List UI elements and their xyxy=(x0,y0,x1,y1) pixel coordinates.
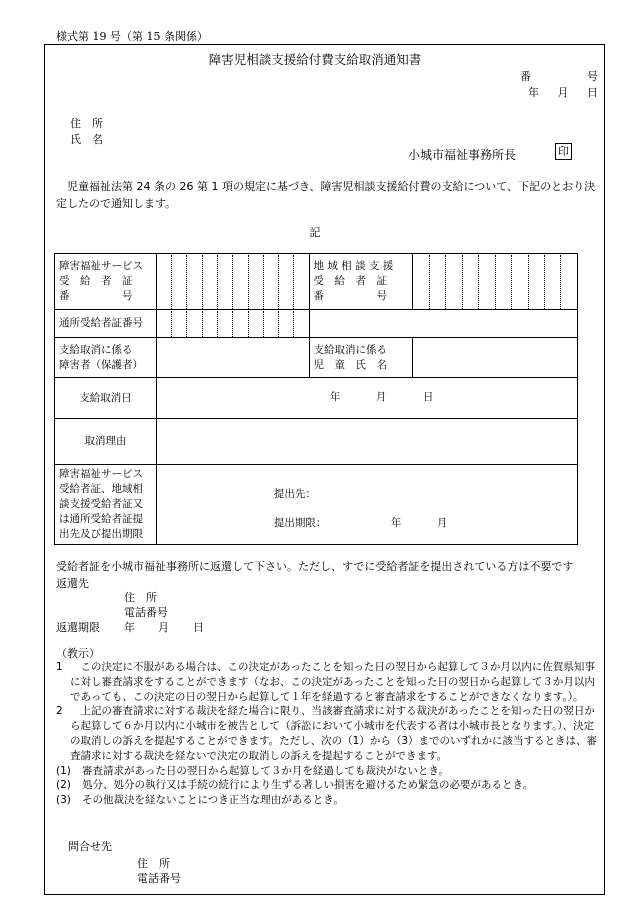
notes-list xyxy=(56,660,601,808)
label-line: 談支援受給者証又 xyxy=(59,498,143,510)
label-line: 地 域 相 談 支 援 xyxy=(313,260,394,272)
note-subitem xyxy=(56,778,601,793)
contact-heading: 問合せ先 xyxy=(68,840,112,853)
submission-field[interactable] xyxy=(156,465,577,545)
tsusho-cert-number-field[interactable] xyxy=(156,310,309,338)
child-name-field[interactable] xyxy=(413,338,578,378)
subitem-text: その他裁決を経ないことにつき正当な理由があるとき。 xyxy=(82,794,344,807)
subitem-text: 審査請求があった日の翌日から起算して３か月を経過しても裁決がないとき。 xyxy=(82,764,449,777)
blank-cell xyxy=(309,310,578,338)
return-heading: 返還先 xyxy=(56,577,89,590)
label-line: 支給取消に係る xyxy=(313,343,387,356)
label-line: 障害福祉サービス xyxy=(59,468,143,480)
label-line: は通所受給者証提 xyxy=(59,513,143,525)
return-instruction: 受給者証を小城市福祉事務所に返還して下さい。ただし、すでに受給者証を提出されている方は不要です xyxy=(56,560,574,573)
date-line xyxy=(520,84,598,100)
contact-phone-label: 電話番号 xyxy=(137,872,181,885)
note-subitem xyxy=(56,793,601,808)
submit-destination-label: 提出先： xyxy=(273,487,316,500)
return-day: 日 xyxy=(193,621,204,634)
cancel-date-label: 支給取消日 xyxy=(55,378,157,419)
note-subitem xyxy=(56,764,601,779)
label-line: 障害福祉サービス xyxy=(59,260,143,272)
return-address-label: 住 所 xyxy=(124,591,157,604)
tsusho-cert-number-label: 通所受給者証番号 xyxy=(55,310,157,338)
community-cert-number-field[interactable] xyxy=(413,254,578,310)
cancel-month: 月 xyxy=(375,391,387,403)
seal-box: 印 xyxy=(555,143,572,160)
note-number: 1 xyxy=(56,661,63,673)
cancel-date-field[interactable] xyxy=(156,378,577,419)
subitem-number: (1) xyxy=(56,764,71,777)
label-line: 番 号 xyxy=(59,290,133,302)
number-label: 番 xyxy=(520,70,531,83)
service-cert-number-field[interactable] xyxy=(156,254,309,310)
subitem-text: 処分、処分の執行又は手続の続行により生ずる著しい損害を避けるため緊急の必要があるとき。 xyxy=(82,779,534,792)
cancel-reason-label: 取消理由 xyxy=(55,419,157,465)
label-line: 受給者証、地域相 xyxy=(59,483,143,495)
note-item xyxy=(56,704,601,763)
subitem-number: (2) xyxy=(56,779,71,792)
info-table xyxy=(54,253,578,545)
return-phone-label: 電話番号 xyxy=(124,606,168,619)
ki-heading: 記 xyxy=(309,226,321,239)
note-item xyxy=(56,660,601,704)
guardian-label xyxy=(55,338,157,378)
label-line: 出先及び提出期限 xyxy=(59,528,143,540)
recipient-address-label: 住 所 xyxy=(70,117,103,130)
cancel-year: 年 xyxy=(329,391,341,403)
guardian-field[interactable] xyxy=(156,338,309,378)
day-label: 日 xyxy=(587,86,598,99)
return-year: 年 xyxy=(124,621,135,634)
cancel-day: 日 xyxy=(422,391,434,403)
service-cert-number-label xyxy=(55,254,157,310)
submit-month: 月 xyxy=(436,516,448,529)
contact-address-label: 住 所 xyxy=(137,857,170,870)
form-reference: 様式第 19 号（第 15 条関係） xyxy=(56,30,208,43)
submit-deadline-label: 提出期限： xyxy=(273,516,327,529)
body-text: 児童福祉法第 24 条の 26 第 1 項の規定に基づき、障害児相談支援給付費の支給について、下記のとおり決定したので通知します。 xyxy=(56,180,596,210)
note-text: 上記の審査請求に対する裁決を経た場合に限り、当該審査請求に対する裁決があったことを知った日の翌日から起算して６か月以内に小城市を被告として（訴訟において小城市を代表する者は小城市長となります。）、決定の取消しの訴えを提起することができます。ただし、次の（1）から（3）までのいずれかに該当するときは、審査請求に対する裁決を経ないで決定の取消しの訴えを提起することができます。 xyxy=(70,705,598,762)
note-text: この決定に不服がある場合は、この決定があったことを知った日の翌日から起算して３か月以内に佐賀県知事に対し審査請求をすることができます（なお、この決定があったことを知った日の翌日から起算して３か月以内であっても、この決定の日の翌日から起算して１年を経過すると審査請求をすることができなくなります。）。 xyxy=(70,661,595,703)
subitem-number: (3) xyxy=(56,794,71,807)
child-name-label xyxy=(309,338,413,378)
issuer-name: 小城市福祉事務所長 xyxy=(408,148,517,162)
cancel-reason-field[interactable] xyxy=(156,419,577,465)
label-line: 番 号 xyxy=(313,290,387,302)
page-title: 障害児相談支援給付費支給取消通知書 xyxy=(208,52,422,67)
return-month: 月 xyxy=(158,621,169,634)
label-line: 受 給 者 証 xyxy=(313,275,387,287)
month-label: 月 xyxy=(557,86,569,99)
label-line: 支給取消に係る xyxy=(59,343,133,356)
number-suffix: 号 xyxy=(587,70,598,83)
community-cert-number-label xyxy=(309,254,413,310)
submit-year: 年 xyxy=(390,516,402,529)
label-line: 児 童 氏 名 xyxy=(313,358,387,371)
number-line xyxy=(520,68,598,84)
submission-label xyxy=(55,465,157,545)
notes-title: （教示） xyxy=(56,647,100,660)
year-label: 年 xyxy=(528,86,539,99)
note-number: 2 xyxy=(56,705,63,718)
label-line: 障害者（保護者） xyxy=(59,358,143,371)
label-line: 受 給 者 証 xyxy=(59,275,133,287)
recipient-name-label: 氏 名 xyxy=(70,133,103,146)
return-deadline-label: 返還期限 xyxy=(56,621,100,634)
